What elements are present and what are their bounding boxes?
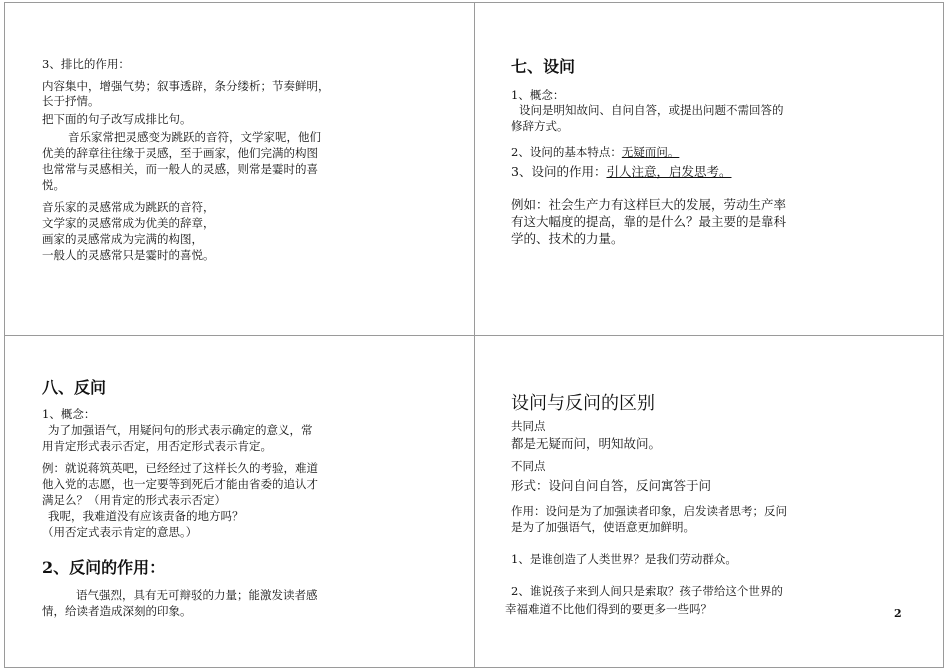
fanwen-example-line: 例：就说蒋筑英吧，已经经过了这样长久的考验，难道 (42, 461, 318, 475)
paibi-line: 也常常与灵感相关，而一般人的灵感，则常是霎时的喜 (42, 162, 318, 176)
paibi-line: 悦。 (42, 178, 65, 192)
shewen-effect-value: 引人注意，启发思考。 (606, 164, 732, 179)
horizontal-divider (4, 335, 944, 336)
fanwen-effect-line: 情，给读者造成深刻的印象。 (42, 604, 192, 618)
qubie-diff-label: 不同点 (511, 459, 546, 473)
fanwen-effect-title: 2、反问的作用： (42, 558, 166, 577)
fanwen-concept-line: 为了加强语气，用疑问句的形式表示确定的意义，常 (48, 423, 313, 437)
paibi-line: 长于抒情。 (42, 94, 100, 108)
shewen-feature-label: 2、设问的基本特点： (511, 145, 622, 159)
paibi-answer-line: 一般人的灵感常只是霎时的喜悦。 (42, 248, 215, 262)
shewen-concept-label: 1、概念： (511, 88, 565, 102)
paibi-instruction: 把下面的句子改写成排比句。 (42, 112, 192, 126)
paibi-line: 音乐家常把灵感变为跳跃的音符，文学家呢，他们 (68, 130, 321, 144)
qubie-form: 形式：设问自问自答，反问寓答于问 (511, 478, 712, 493)
shewen-effect-label: 3、设问的作用： (511, 164, 607, 179)
shewen-feature (511, 144, 679, 160)
shewen-title: 七、设问 (511, 57, 576, 76)
fanwen-example-line: 我呢，我难道没有应该责备的地方吗？ (48, 509, 244, 523)
paibi-title: 3、排比的作用： (42, 57, 130, 71)
qubie-question-1: 1、是谁创造了人类世界？是我们劳动群众。 (511, 552, 737, 566)
shewen-example-line: 有这大幅度的提高，靠的是什么？最主要的是靠科 (511, 214, 787, 229)
qubie-same-label: 共同点 (511, 419, 546, 433)
qubie-effect-line: 作用：设问是为了加强读者印象，启发读者思考；反问 (511, 504, 787, 518)
paibi-line: 优美的辞章往往缘于灵感，至于画家，他们完满的构图 (42, 146, 318, 160)
fanwen-example-line: 他入党的志愿，也一定要等到死后才能由省委的追认才 (42, 477, 318, 491)
paibi-answer-line: 文学家的灵感常成为优美的辞章， (42, 216, 215, 230)
fanwen-concept-line: 用肯定形式表示否定，用否定形式表示肯定。 (42, 439, 272, 453)
page-number: 2 (894, 607, 902, 620)
qubie-effect-line: 是为了加强语气，使语意更加鲜明。 (511, 520, 695, 534)
qubie-same: 都是无疑而问，明知故问。 (511, 436, 662, 451)
shewen-feature-value: 无疑而问。 (621, 145, 680, 159)
shewen-concept-line: 设问是明知故问、自问自答，或提出问题不需回答的 (519, 103, 784, 117)
paibi-answer-line: 画家的灵感常成为完满的构图， (42, 232, 203, 246)
fanwen-example-line: 满足么？（用肯定的形式表示否定） (42, 493, 226, 507)
qubie-question-2-line: 2、谁说孩子来到人间只是索取？孩子带给这个世界的 (511, 584, 783, 598)
fanwen-concept-label: 1、概念： (42, 407, 96, 421)
shewen-example-line: 学的、技术的力量。 (511, 231, 624, 246)
paibi-answer-line: 音乐家的灵感常成为跳跃的音符， (42, 200, 215, 214)
fanwen-effect-line: 语气强烈，具有无可辩驳的力量；能激发读者感 (76, 588, 318, 602)
paibi-line: 内容集中，增强气势；叙事透辟，条分缕析；节奏鲜明， (42, 79, 330, 93)
fanwen-title: 八、反问 (42, 378, 107, 397)
qubie-title: 设问与反问的区别 (511, 393, 655, 414)
fanwen-example-line: （用否定式表示肯定的意思。） (42, 525, 198, 539)
shewen-effect (511, 164, 731, 180)
qubie-question-2-line: 幸福难道不比他们得到的要更多一些吗？ (505, 602, 712, 616)
shewen-concept-line: 修辞方式。 (511, 119, 569, 133)
shewen-example-line: 例如：社会生产力有这样巨大的发展，劳动生产率 (511, 197, 787, 212)
